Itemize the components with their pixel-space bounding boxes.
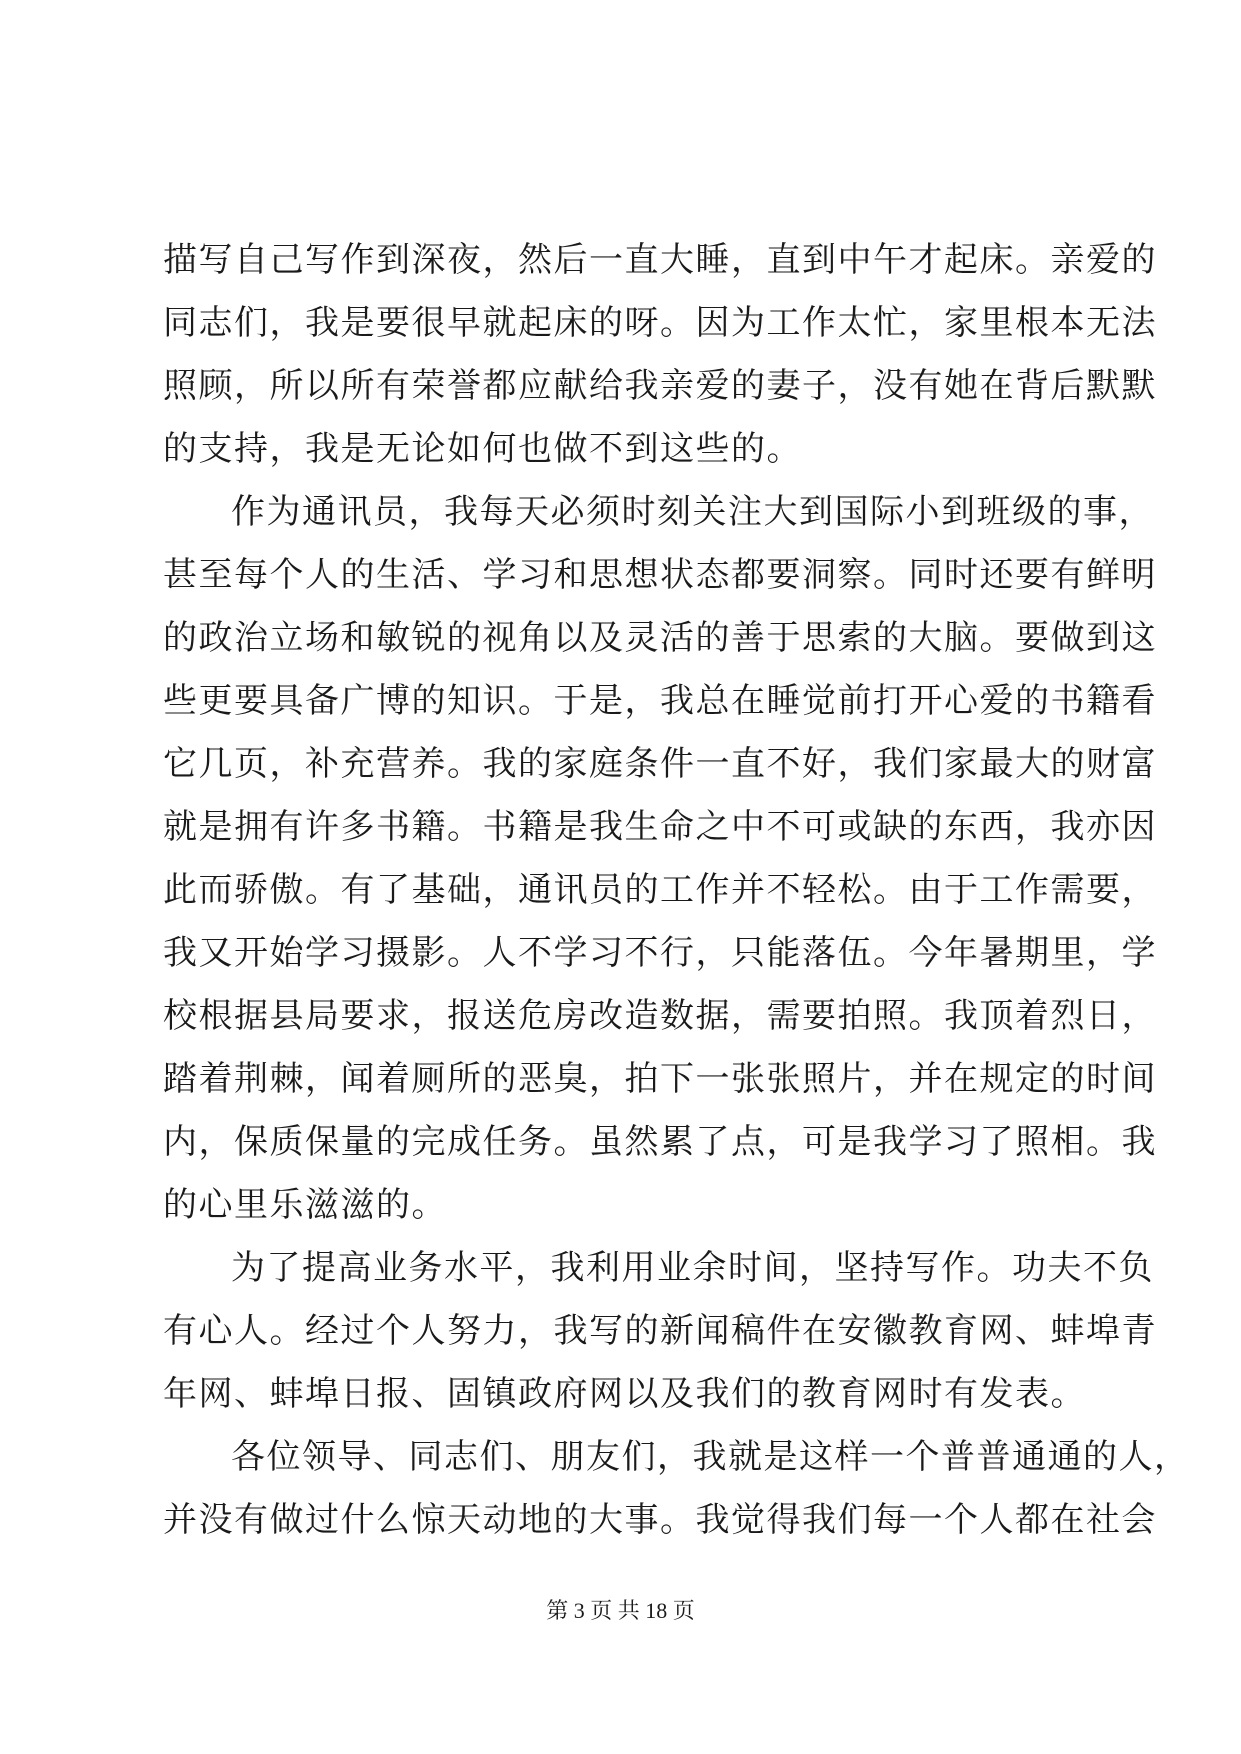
text-line: 作为通讯员，我每天必须时刻关注大到国际小到班级的事， <box>231 492 1154 532</box>
text-line: 它几页，补充营养。我的家庭条件一直不好，我们家最大的财富 <box>163 744 1157 784</box>
text-line: 我又开始学习摄影。人不学习不行，只能落伍。今年暑期里，学 <box>163 933 1157 973</box>
text-line: 踏着荆棘，闻着厕所的恶臭，拍下一张张照片，并在规定的时间 <box>163 1059 1157 1099</box>
text-line: 各位领导、同志们、朋友们，我就是这样一个普普通通的人， <box>231 1437 1190 1477</box>
text-line: 年网、蚌埠日报、固镇政府网以及我们的教育网时有发表。 <box>163 1374 1086 1414</box>
text-line: 照顾，所以所有荣誉都应献给我亲爱的妻子，没有她在背后默默 <box>163 366 1157 406</box>
text-line: 的心里乐滋滋的。 <box>163 1185 447 1225</box>
text-line: 此而骄傲。有了基础，通讯员的工作并不轻松。由于工作需要， <box>163 870 1157 910</box>
text-line: 的支持，我是无论如何也做不到这些的。 <box>163 429 802 469</box>
text-line: 校根据县局要求，报送危房改造数据，需要拍照。我顶着烈日， <box>163 996 1157 1036</box>
text-line: 同志们，我是要很早就起床的呀。因为工作太忙，家里根本无法 <box>163 303 1157 343</box>
text-line: 就是拥有许多书籍。书籍是我生命之中不可或缺的东西，我亦因 <box>163 807 1157 847</box>
text-line: 些更要具备广博的知识。于是，我总在睡觉前打开心爱的书籍看 <box>163 681 1157 721</box>
paragraph <box>163 1426 1190 1552</box>
text-line: 描写自己写作到深夜，然后一直大睡，直到中午才起床。亲爱的 <box>163 240 1157 280</box>
text-line: 有心人。经过个人努力，我写的新闻稿件在安徽教育网、蚌埠青 <box>163 1311 1157 1351</box>
paragraph <box>163 481 1157 1237</box>
paragraph <box>163 229 1157 481</box>
text-line: 为了提高业务水平，我利用业余时间，坚持写作。功夫不负 <box>231 1248 1154 1288</box>
page-number-footer: 第 3 页 共 18 页 <box>546 1598 695 1623</box>
text-line: 的政治立场和敏锐的视角以及灵活的善于思索的大脑。要做到这 <box>163 618 1157 658</box>
text-line: 内，保质保量的完成任务。虽然累了点，可是我学习了照相。我 <box>163 1122 1157 1162</box>
document-body <box>163 229 1190 1552</box>
text-line: 并没有做过什么惊天动地的大事。我觉得我们每一个人都在社会 <box>163 1500 1157 1540</box>
paragraph <box>163 1237 1157 1426</box>
text-line: 甚至每个人的生活、学习和思想状态都要洞察。同时还要有鲜明 <box>163 555 1157 595</box>
